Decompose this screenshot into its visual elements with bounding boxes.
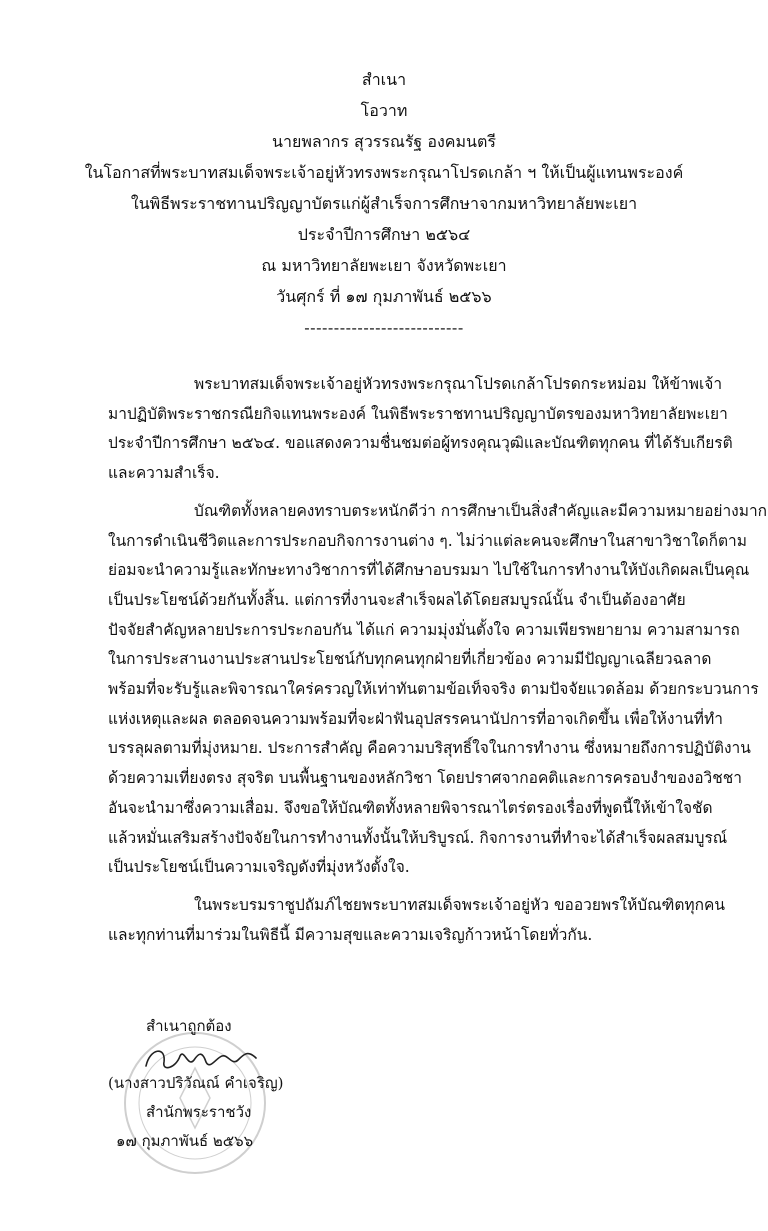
paragraph-line: และทุกท่านที่มาร่วมในพิธีนี้ มีความสุขและความเจริญก้าวหน้าโดยทั่วกัน. [108, 925, 593, 944]
paragraph-line: บรรลุผลตามที่มุ่งหมาย. ประการสำคัญ คือความบริสุทธิ์ใจในการทำงาน ซึ่งหมายถึงการปฏิบัติงาน [108, 739, 751, 758]
paragraph-line: และความสำเร็จ. [108, 464, 220, 483]
paragraph-line: บัณฑิตทั้งหลายคงทราบตระหนักดีว่า การศึกษาเป็นสิ่งสำคัญและมีความหมายอย่างมาก [194, 501, 768, 520]
paragraph-line: ย่อมจะนำความรู้และทักษะทางวิชาการที่ได้ศึกษาอบรมมา ไปใช้ในการทำงานให้บังเกิดผลเป็นคุณ [108, 561, 750, 580]
paragraph-line: อันจะนำมาซึ่งความเสื่อม. จึงขอให้บัณฑิตทั้งหลายพิจารณาไตร่ตรองเรื่องที่พูดนี้ให้เข้าใจชัด [108, 798, 713, 817]
certifier-office: สำนักพระราชวัง [146, 1103, 252, 1121]
speaker-name: นายพลากร สุวรรณรัฐ องคมนตรี [272, 132, 496, 151]
paragraph-line: พระบาทสมเด็จพระเจ้าอยู่หัวทรงพระกรุณาโปรดเกล้าโปรดกระหม่อม ให้ข้าพเจ้า [194, 375, 723, 393]
document-header [0, 64, 768, 343]
paragraph-line: แห่งเหตุและผล ตลอดจนความพร้อมที่จะฝ่าฟันอุปสรรคนานัปการที่อาจเกิดขึ้น เพื่อให้งานที่ทำ [108, 709, 723, 728]
paragraph-line: ปัจจัยสำคัญหลายประการประกอบกัน ได้แก่ ความมุ่งมั่นตั้งใจ ความเพียรพยายาม ความสามารถ [108, 620, 740, 639]
academic-year: ประจำปีการศึกษา ๒๕๖๔ [297, 225, 471, 244]
paragraph-line: ในการดำเนินชีวิตและการประกอบกิจการงานต่าง ๆ. ไม่ว่าแต่ละคนจะศึกษาในสาขาวิชาใดก็ตาม [108, 531, 747, 550]
ceremony-line: ในพิธีพระราชทานปริญญาบัตรแก่ผู้สำเร็จการศึกษาจากมหาวิทยาลัยพะเยา [130, 194, 638, 213]
paragraph-line: เป็นประโยชน์ด้วยกันทั้งสิ้น. แต่การที่งานจะสำเร็จผลได้โดยสมบูรณ์นั้น จำเป็นต้องอาศัย [108, 590, 686, 609]
certification-block [108, 1012, 368, 1156]
paragraph-2 [108, 497, 768, 883]
document-type: โอวาท [360, 101, 408, 120]
paragraph-line: ประจำปีการศึกษา ๒๕๖๔. ขอแสดงความชื่นชมต่อผู้ทรงคุณวุฒิและบัณฑิตทุกคน ที่ได้รับเกียรติ [108, 434, 733, 453]
paragraph-line: ในพระบรมราชูปถัมภ์ไชยพระบาทสมเด็จพระเจ้าอยู่หัว ขออวยพรให้บัณฑิตทุกคน [194, 895, 726, 914]
divider: --------------------------- [304, 318, 464, 337]
date-line: วันศุกร์ ที่ ๑๗ กุมภาพันธ์ ๒๕๖๖ [276, 287, 492, 306]
paragraph-line: ด้วยความเที่ยงตรง สุจริต บนพื้นฐานของหลักวิชา โดยปราศจากอคติและการครอบงำของอวิชชา [108, 769, 742, 788]
venue: ณ มหาวิทยาลัยพะเยา จังหวัดพะเยา [261, 256, 507, 275]
paragraph-line: พร้อมที่จะรับรู้และพิจารณาใคร่ครวญให้เท่าทันตามข้อเท็จจริง ตามปัจจัยแวดล้อม ด้วยกระบวนการ [108, 680, 759, 699]
paragraph-line: มาปฏิบัติพระราชกรณียกิจแทนพระองค์ ในพิธีพระราชทานปริญญาบัตรของมหาวิทยาลัยพะเยา [108, 404, 728, 423]
paragraph-3 [108, 891, 726, 950]
speech-body [108, 370, 768, 958]
certifier-name: (นางสาวปริวัณณ์ คำเจริญ) [108, 1074, 284, 1092]
paragraph-line: เป็นประโยชน์เป็นความเจริญดังที่มุ่งหวังตั้งใจ. [108, 858, 410, 877]
paragraph-line: ในการประสานงานประสานประโยชน์กับทุกคนทุกฝ่ายที่เกี่ยวข้อง ความมีปัญญาเฉลียวฉลาด [108, 650, 712, 669]
occasion-line: ในโอกาสที่พระบาทสมเด็จพระเจ้าอยู่หัวทรงพระกรุณาโปรดเกล้า ฯ ให้เป็นผู้แทนพระองค์ [84, 163, 684, 182]
paragraph-1 [108, 370, 733, 489]
certified-copy-label: สำเนาถูกต้อง [146, 1017, 232, 1035]
paragraph-line: แล้วหมั่นเสริมสร้างปัจจัยในการทำงานทั้งนั้นให้บริบูรณ์. กิจการงานที่ทำจะได้สำเร็จผลสมบูรณ์ [108, 828, 728, 847]
copy-label: สำเนา [361, 70, 407, 89]
certification-date: ๑๗ กุมภาพันธ์ ๒๕๖๖ [116, 1132, 254, 1150]
